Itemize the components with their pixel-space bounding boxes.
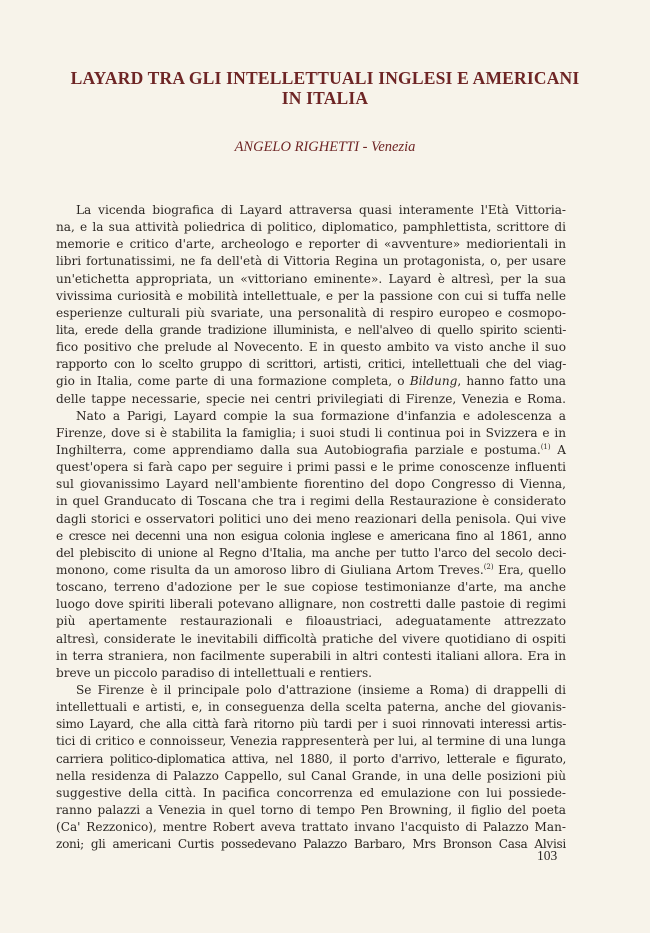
title-line-2: IN ITALIA (281, 88, 369, 108)
author-byline: ANGELO RIGHETTI - Venezia (234, 139, 416, 155)
article-body (56, 202, 566, 853)
body-line: quest'opera si farà capo per seguire i primi passi e le prime conoscenze influenti (56, 460, 566, 475)
italic-term: Bildung (409, 374, 458, 389)
body-line: tici di critico e connoisseur, Venezia rappresenterà per lui, al termine di una lunga (56, 734, 566, 749)
body-line: lita, erede della grande tradizione illuminista, e nell'alveo di quello spirito scienti- (56, 322, 566, 337)
page-number: 103 (537, 848, 558, 863)
body-line: più apertamente restaurazionali e filoaustriaci, adeguatamente attrezzato (56, 614, 566, 629)
body-line: del plebiscito di unione al Regno d'Italia, ma anche per tutto l'arco del secolo deci- (56, 545, 566, 560)
body-line: delle tappe necessarie, specie nei centri privilegiati di Firenze, Venezia e Roma. (56, 391, 566, 406)
body-line: memorie e critico d'arte, archeologo e reporter di «avventure» mediorientali in (56, 237, 566, 252)
body-line: La vicenda biografica di Layard attraversa quasi interamente l'Età Vittoria- (76, 203, 566, 217)
body-line-bildung: gio in Italia, come parte di una formazione completa, o Bildung, hanno fatto una (56, 374, 567, 389)
body-line: toscano, terreno d'adozione per le sue copiose testimonianze d'arte, ma anche (56, 580, 566, 595)
article-title (40, 68, 610, 108)
body-line: in quel Granducato di Toscana che tra i regimi della Restaurazione è considerato (56, 494, 566, 509)
body-line: un'etichetta appropriata, un «vittoriano eminente». Layard è altresì, per la sua (56, 271, 566, 286)
body-line: na, e la sua attività poliedrica di politico, diplomatico, pamphlettista, scrittore di (56, 220, 566, 235)
body-line: intellettuali e artisti, e, in conseguenza della scelta paterna, anche del giovanis- (56, 700, 566, 715)
body-line: zoni; gli americani Curtis possedevano Palazzo Barbaro, Mrs Bronson Casa Alvisi (56, 837, 566, 852)
body-line: ranno palazzi a Venezia in quel torno di tempo Pen Browning, il figlio del poeta (56, 802, 566, 817)
body-line: Se Firenze è il principale polo d'attrazione (insieme a Roma) di drappelli di (76, 682, 566, 697)
body-line: rapporto con lo scelto gruppo di scrittori, artisti, critici, intellettuali che del viag- (56, 357, 566, 372)
body-line: simo Layard, che alla città farà ritorno più tardi per i suoi rinnovati interessi artis- (56, 717, 566, 732)
body-line: Firenze, dove si è stabilita la famiglia; i suoi studi li continua poi in Svizzera e in (56, 425, 566, 440)
body-line: carriera politico-diplomatica attiva, nel 1880, il porto d'arrivo, letterale e figurato, (56, 751, 566, 766)
footnote-marker[interactable]: (1) (540, 442, 551, 451)
body-line: sul giovanissimo Layard nell'ambiente fiorentino del dopo Congresso di Vienna, (56, 477, 566, 492)
body-line: suggestive della città. In pacifica concorrenza ed emulazione con lui possiede- (56, 785, 566, 800)
body-line: e cresce nei decenni una non esigua colonia inglese e americana fino al 1861, anno (56, 528, 566, 543)
body-line: nella residenza di Palazzo Cappello, sul Canal Grande, in una delle posizioni più (56, 768, 566, 783)
body-line: altresì, considerate le inevitabili difficoltà pratiche del vivere quotidiano di ospiti (56, 631, 566, 646)
body-line: esperienze culturali più svariate, una personalità di respiro europeo e cosmopo- (56, 305, 566, 320)
body-line: (Ca' Rezzonico), mentre Robert aveva trattato invano l'acquisto di Palazzo Man- (56, 820, 566, 835)
body-line: fico positivo che prelude al Novecento. E in questo ambito va visto anche il suo (56, 340, 566, 355)
body-line: Nato a Parigi, Layard compie la sua formazione d'infanzia e adolescenza a (76, 408, 566, 423)
footnote-marker[interactable]: (2) (483, 562, 494, 571)
body-line: dagli storici e osservatori politici uno dei meno reazionari della penisola. Qui vive (56, 511, 566, 526)
body-line: in terra straniera, non facilmente superabili in altri contesti italiani allora. Era in (56, 648, 566, 663)
title-line-1: LAYARD TRA GLI INTELLETTUALI INGLESI E AMERICANI (70, 68, 580, 88)
body-line: vivissima curiosità e mobilità intellettuale, e per la passione con cui si tuffa nelle (56, 288, 566, 303)
body-line: libri fortunatissimi, ne fa dell'età di Vittoria Regina un protagonista, o, per usare (56, 254, 566, 269)
body-line: luogo dove spiriti liberali potevano allignare, non costretti dalle pastoie di regimi (56, 597, 566, 612)
body-line-footnote-1: Inghilterra, come apprendiamo dalla sua Autobiografia parziale e postuma.$^{(1)}$ A (56, 442, 566, 457)
body-line: breve un piccolo paradiso di intellettuali e rentiers. (56, 665, 373, 680)
body-line-footnote-2: monono, come risulta da un amoroso libro di Giuliana Artom Treves.$^{(2)}$ Era, quello (56, 562, 566, 577)
